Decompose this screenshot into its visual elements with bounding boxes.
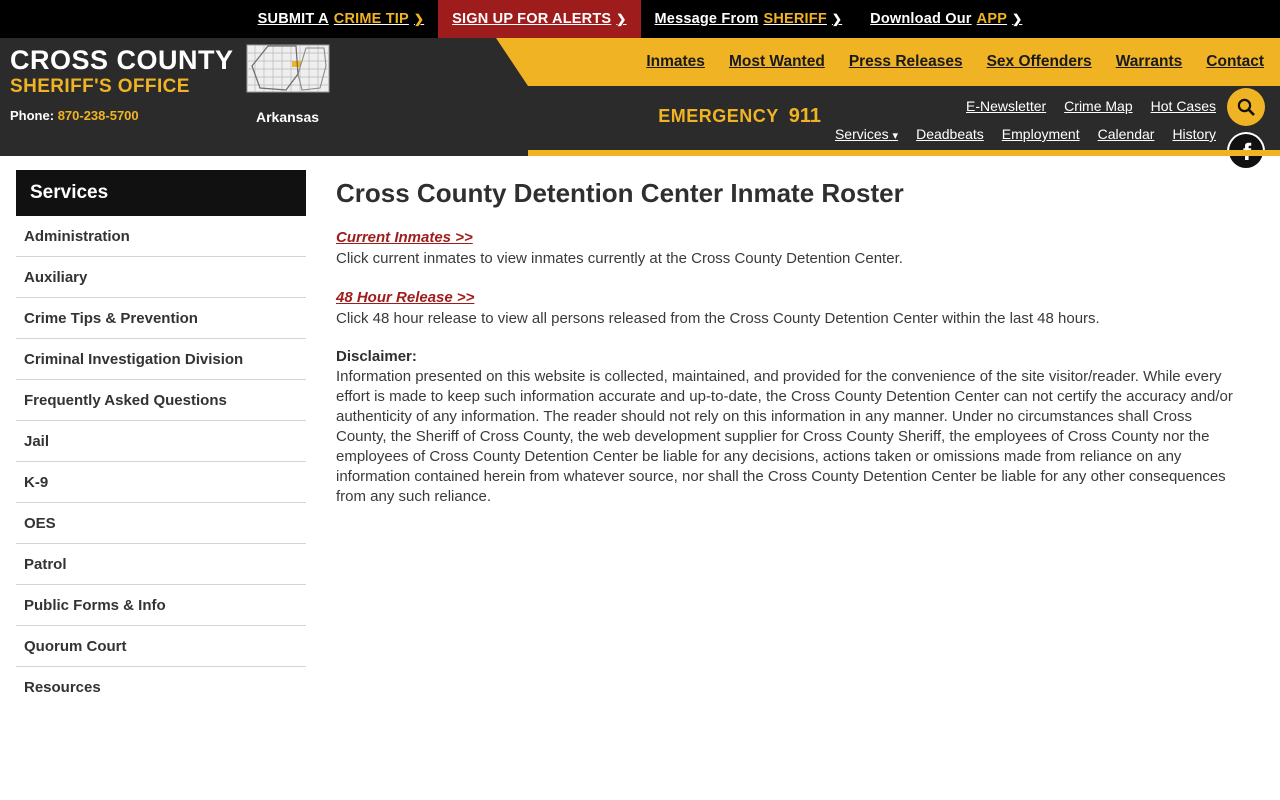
nav-item-inmates[interactable]: Inmates [646, 53, 705, 70]
topbar-link-crime-tip-prefix: SUBMIT A [257, 11, 329, 27]
topbar-link-download-app-prefix: Download Our [870, 11, 972, 27]
brand-phone-label: Phone: [10, 108, 55, 124]
emergency-label: EMERGENCY [658, 105, 779, 126]
topbar-link-crime-tip[interactable] [244, 0, 439, 38]
topbar-link-signup-alerts-label: SIGN UP FOR ALERTS [452, 11, 612, 27]
sidebar-title: Services [16, 170, 306, 216]
topbar-link-sheriff-message[interactable] [641, 0, 857, 38]
brand-county: CROSS COUNTY [10, 45, 234, 75]
sidebar-item-patrol[interactable]: Patrol [16, 544, 306, 585]
chevron-right-icon: ❯ [1012, 12, 1023, 26]
disclaimer-title: Disclaimer: [336, 348, 417, 365]
48-hour-release-description: Click 48 hour release to view all persons released from the Cross County Detention Center within the last 48 hours. [336, 309, 1100, 327]
nav-item-e-newsletter[interactable]: E-Newsletter [966, 98, 1047, 114]
topbar-link-download-app-accent: APP [976, 11, 1008, 27]
nav-item-crime-map[interactable]: Crime Map [1064, 98, 1133, 114]
nav-item-sex-offenders[interactable]: Sex Offenders [986, 53, 1092, 70]
site-header [0, 38, 1280, 150]
sidebar-item-oes[interactable]: OES [16, 503, 306, 544]
topbar-link-sheriff-message-prefix: Message From [654, 11, 759, 27]
sidebar-item-quorum-court[interactable]: Quorum Court [16, 626, 306, 667]
sidebar-item-frequently-asked-questions[interactable]: Frequently Asked Questions [16, 380, 306, 421]
topbar-link-sheriff-message-accent: SHERIFF [763, 11, 827, 27]
nav-item-warrants[interactable]: Warrants [1115, 53, 1183, 70]
sidebar-item-administration[interactable]: Administration [16, 216, 306, 257]
sidebar-item-crime-tips-prevention[interactable]: Crime Tips & Prevention [16, 298, 306, 339]
link-current-inmates[interactable]: Current Inmates >> [336, 229, 473, 246]
disclaimer-body: Information presented on this website is collected, maintained, and provided for the convenience of the site visitor/reader. While every effort is made to keep such information accurate and up-to-date, the Cross County Detention Center can not certify the accuracy and/or authenticity of any information. The reader should not rely on this information in any manner. Under no circumstances shall Cross County, the Sheriff of Cross County, the web development supplier for Cross County Sheriff, the employees of Cross County nor the employees of Cross County Detention Center be liable for any decisions, actions taken or omissions made from reliance on any information contained herein from whatever source, nor shall the Cross County Detention Center be liable for any other consequences from any such reliance. [336, 368, 1233, 505]
search-icon [1236, 97, 1256, 117]
nav-item-services[interactable] [835, 126, 898, 142]
sidebar-item-k9[interactable]: K-9 [16, 462, 306, 503]
nav-item-services-label: Services [834, 126, 889, 142]
state-logo [242, 38, 334, 125]
current-inmates-description: Click current inmates to view inmates currently at the Cross County Detention Center. [336, 250, 903, 267]
chevron-right-icon: ❯ [831, 12, 843, 26]
page-title: Cross County Detention Center Inmate Roster [336, 178, 904, 208]
services-sidebar [0, 170, 320, 707]
secondary-nav [528, 86, 1280, 150]
chevron-down-icon: ▾ [892, 130, 899, 142]
secondary-nav-row-1 [835, 92, 1216, 120]
arkansas-map-icon [246, 44, 330, 102]
header-icon-column [1222, 86, 1270, 170]
emergency-number: 911 [788, 104, 821, 127]
nav-item-most-wanted[interactable]: Most Wanted [728, 53, 825, 70]
brand-office: SHERIFF'S OFFICE [10, 76, 190, 98]
state-label: Arkansas [256, 109, 320, 125]
brand-phone [10, 108, 234, 123]
header-nav [528, 38, 1280, 150]
topbar-link-download-app[interactable] [856, 0, 1036, 38]
brand-phone-number: 870-238-5700 [57, 108, 139, 124]
emergency-block [658, 105, 821, 132]
sidebar-item-jail[interactable]: Jail [16, 421, 306, 462]
sidebar-item-criminal-investigation-division[interactable]: Criminal Investigation Division [16, 339, 306, 380]
brand-text[interactable] [10, 38, 234, 123]
nav-item-employment[interactable]: Employment [1001, 126, 1080, 142]
topbar-link-signup-alerts[interactable] [438, 0, 640, 38]
nav-item-history[interactable]: History [1172, 126, 1216, 142]
secondary-nav-columns [835, 86, 1216, 148]
link-48-hour-release[interactable]: 48 Hour Release >> [336, 288, 475, 306]
sidebar-item-auxiliary[interactable]: Auxiliary [16, 257, 306, 298]
nav-item-deadbeats[interactable]: Deadbeats [916, 126, 984, 142]
page-body [0, 156, 1280, 707]
nav-item-hot-cases[interactable]: Hot Cases [1150, 98, 1216, 114]
brand-block [0, 38, 528, 150]
nav-item-press-releases[interactable]: Press Releases [848, 53, 963, 70]
main-content [320, 170, 1280, 707]
utility-topbar [0, 0, 1280, 38]
sidebar-item-resources[interactable]: Resources [24, 679, 101, 696]
nav-item-contact[interactable]: Contact [1206, 53, 1264, 70]
header-underline [0, 150, 1280, 156]
chevron-right-icon: ❯ [616, 12, 627, 26]
sidebar-item-public-forms-info[interactable]: Public Forms & Info [16, 585, 306, 626]
chevron-right-icon: ❯ [413, 12, 425, 26]
search-button[interactable] [1227, 88, 1265, 126]
secondary-nav-row-2 [835, 120, 1216, 148]
nav-item-calendar[interactable]: Calendar [1097, 126, 1155, 142]
topbar-link-crime-tip-accent: CRIME TIP [333, 11, 409, 27]
primary-nav [528, 38, 1280, 86]
